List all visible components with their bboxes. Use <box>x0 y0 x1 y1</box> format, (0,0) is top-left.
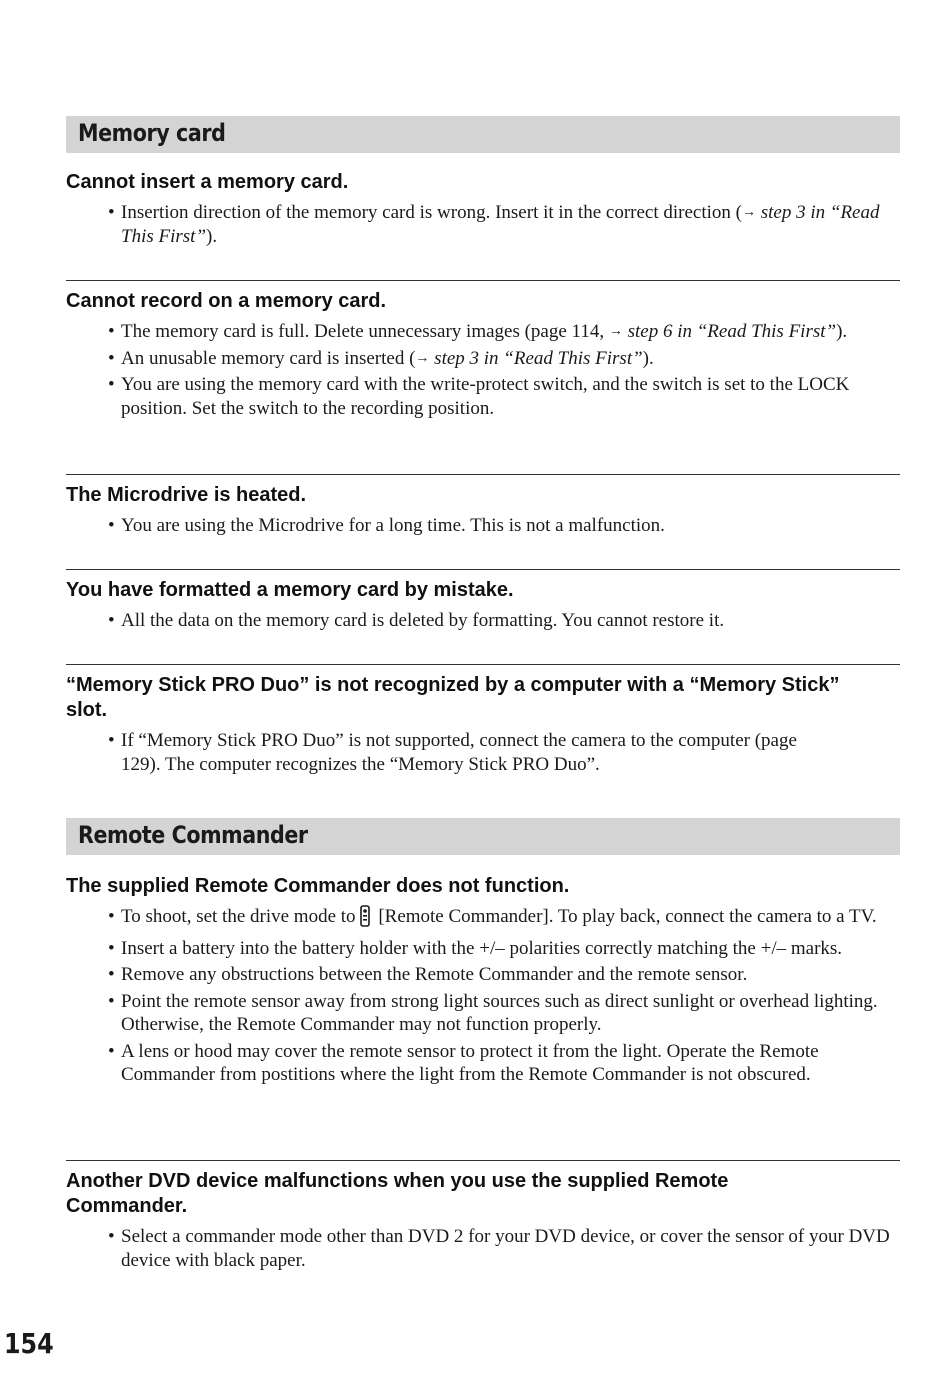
solution-item: • You are using the Microdrive for a long time. This is not a malfunction. <box>66 514 900 538</box>
solution-list <box>66 1225 900 1272</box>
problem-heading: Cannot record on a memory card. <box>66 290 387 312</box>
solution-item: • You are using the memory card with the write-protect switch, and the switch is set to the LOCK position. Set the switch to the recording position. <box>66 373 900 420</box>
cross-reference: step 3 in “Read This First” <box>434 347 643 369</box>
troubleshoot-entry <box>66 170 900 251</box>
solution-item: • Select a commander mode other than DVD 2 for your DVD device, or cover the sensor of your DVD device with black paper. <box>66 1225 900 1272</box>
solution-item: • All the data on the memory card is deleted by formatting. You cannot restore it. <box>66 609 900 633</box>
solution-item: • Insert a battery into the battery holder with the +/– polarities correctly matching the +/– marks. <box>66 937 900 961</box>
solution-list <box>66 905 900 1087</box>
cross-reference: step 6 in “Read This First” <box>627 321 837 342</box>
section-header-remote-commander <box>66 818 900 855</box>
solution-item: • Insertion direction of the memory card is wrong. Insert it in the correct direction (→ step 3 in “Read This First”). <box>66 201 900 248</box>
arrow-icon: → <box>742 205 756 220</box>
problem-heading: The supplied Remote Commander does not function. <box>66 875 570 897</box>
solution-item: • To shoot, set the drive mode to [Remote Commander]. To play back, connect the camera to a TV. <box>66 905 900 934</box>
problem-heading: You have formatted a memory card by mistake. <box>66 579 514 601</box>
troubleshoot-entry <box>66 1160 900 1275</box>
page-number: 154 <box>4 1327 54 1360</box>
troubleshoot-entry <box>66 569 900 636</box>
section-header-memory-card <box>66 116 900 153</box>
solution-item: • A lens or hood may cover the remote sensor to protect it from the light. Operate the Remote Commander from postitions where the light from the Remote Commander is not obscured. <box>66 1040 900 1087</box>
solution-item: • The memory card is full. Delete unnecessary images (page 114, → step 6 in “Read This First”). <box>66 320 900 344</box>
solution-list <box>66 514 900 538</box>
solution-list <box>66 609 900 633</box>
solution-list <box>66 729 900 776</box>
troubleshoot-entry <box>66 474 900 541</box>
arrow-icon: → <box>415 350 430 366</box>
solution-item: • Point the remote sensor away from strong light sources such as direct sunlight or overhead lighting. Otherwise, the Remote Commander may not function properly. <box>66 990 900 1037</box>
solution-list <box>66 201 900 248</box>
arrow-icon: → <box>608 324 623 339</box>
solution-item: • An unusable memory card is inserted (→ step 3 in “Read This First”). <box>66 347 900 371</box>
solution-item: • Remove any obstructions between the Remote Commander and the remote sensor. <box>66 963 900 987</box>
solution-item: • If “Memory Stick PRO Duo” is not supported, connect the camera to the computer (page 129). The computer recognizes the “Memory Stick PRO Duo”. <box>66 729 821 776</box>
troubleshoot-entry <box>66 280 900 423</box>
solution-list <box>66 320 900 420</box>
cross-reference: step 3 in “Read This First” <box>121 202 880 247</box>
problem-heading: “Memory Stick PRO Duo” is not recognized by a computer with a “Memory Stick” slot. <box>66 674 840 721</box>
problem-heading: Cannot insert a memory card. <box>66 171 349 193</box>
section-title: Remote Commander <box>78 821 308 849</box>
section-title: Memory card <box>78 119 226 147</box>
remote-commander-icon <box>358 905 372 934</box>
problem-heading: Another DVD device malfunctions when you use the supplied Remote Commander. <box>66 1170 729 1217</box>
troubleshoot-entry <box>66 664 900 779</box>
problem-heading: The Microdrive is heated. <box>66 484 307 506</box>
troubleshoot-entry <box>66 874 900 1090</box>
